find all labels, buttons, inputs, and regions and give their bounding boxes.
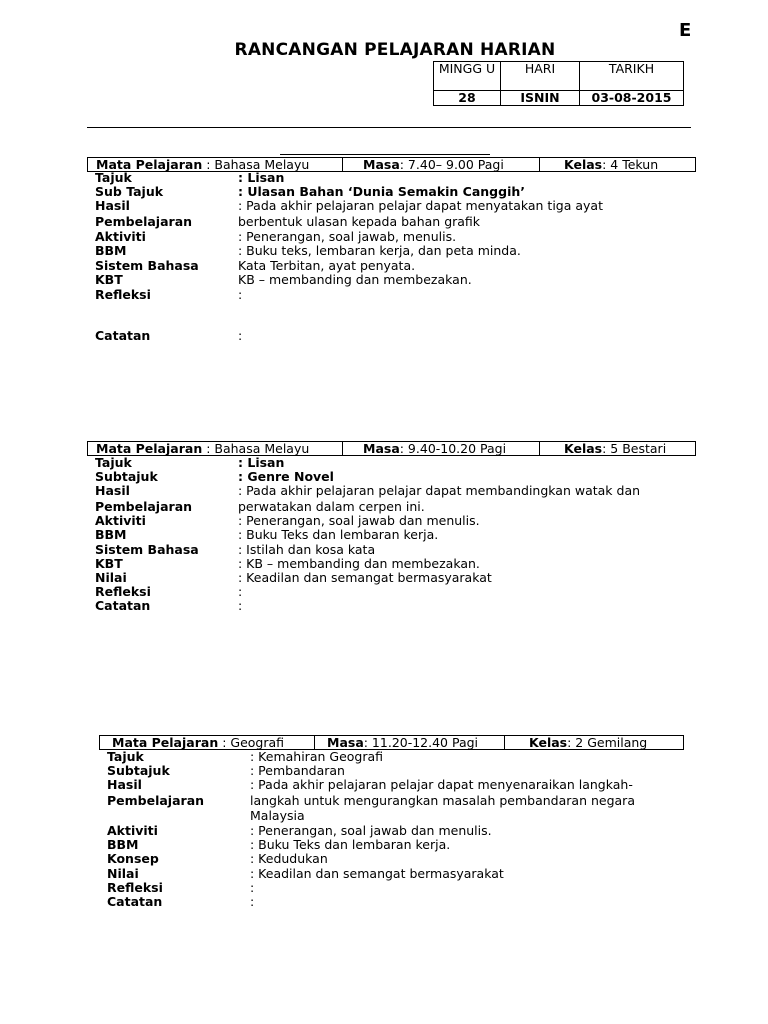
day-value: ISNIN (501, 91, 580, 106)
catatan-value: : (250, 894, 255, 909)
class-value: : 5 Bestari (602, 442, 667, 455)
divider-line (87, 127, 691, 128)
refleksi-value: : (238, 584, 243, 599)
time-label: Masa (327, 736, 364, 749)
page-title: RANCANGAN PELAJARAN HARIAN (234, 40, 556, 60)
tajuk-value: : Lisan (238, 455, 285, 470)
label-refleksi: Refleksi (95, 287, 151, 302)
label-refleksi: Refleksi (95, 584, 151, 599)
date-header: TARIKH (580, 62, 684, 91)
class-value: : 2 Gemilang (567, 736, 648, 749)
lesson-2-class-cell (540, 442, 695, 455)
label-aktiviti: Aktiviti (95, 513, 146, 528)
subject-label: Mata Pelajaran (96, 158, 203, 171)
subject-label: Mata Pelajaran (112, 736, 219, 749)
label-hasil: Hasil (107, 777, 142, 792)
label-subtajuk: Subtajuk (95, 469, 158, 484)
label-catatan: Catatan (107, 894, 163, 909)
lesson-2-subject-cell (88, 442, 343, 455)
lesson-3-subject-cell (100, 736, 315, 749)
hasil-line-1: : Pada akhir pelajaran pelajar dapat membandingkan watak dan (238, 483, 641, 498)
label-pembelajaran: Pembelajaran (107, 793, 205, 808)
subtajuk-value: : Ulasan Bahan ‘Dunia Semakin Canggih’ (238, 184, 526, 199)
class-label: Kelas (564, 158, 603, 171)
label-sub-tajuk: Sub Tajuk (95, 184, 164, 199)
hasil-line-2: langkah untuk mengurangkan masalah pembandaran negara (250, 793, 635, 808)
label-aktiviti: Aktiviti (95, 229, 146, 244)
hasil-line-3: Malaysia (250, 808, 305, 823)
label-bbm: BBM (95, 527, 127, 542)
refleksi-value: : (238, 287, 243, 302)
class-value: : 4 Tekun (602, 158, 659, 171)
week-day-date-table (433, 61, 684, 106)
time-value: : 9.40-10.20 Pagi (399, 442, 507, 455)
label-nilai: Nilai (95, 570, 127, 585)
tajuk-value: : Kemahiran Geografi (250, 749, 384, 764)
label-bbm: BBM (107, 837, 139, 852)
aktiviti-value: : Penerangan, soal jawab, menulis. (238, 229, 457, 244)
lesson-2-time-cell (343, 442, 540, 455)
aktiviti-value: : Penerangan, soal jawab dan menulis. (238, 513, 480, 528)
label-refleksi: Refleksi (107, 880, 163, 895)
label-tajuk: Tajuk (95, 170, 132, 185)
label-catatan: Catatan (95, 328, 151, 343)
week-value: 28 (434, 91, 501, 106)
label-sistem-bahasa: Sistem Bahasa (95, 258, 199, 273)
label-pembelajaran: Pembelajaran (95, 214, 193, 229)
lesson-3-class-cell (505, 736, 683, 749)
time-value: : 11.20-12.40 Pagi (363, 736, 479, 749)
refleksi-value: : (250, 880, 255, 895)
bbm-value: : Buku teks, lembaran kerja, dan peta minda. (238, 243, 521, 258)
label-tajuk: Tajuk (95, 455, 132, 470)
label-kbt: KBT (95, 272, 123, 287)
time-label: Masa (363, 158, 400, 171)
subtajuk-value: : Pembandaran (250, 763, 345, 778)
nilai-value: : Keadilan dan semangat bermasyarakat (250, 866, 504, 881)
hasil-line-1: : Pada akhir pelajaran pelajar dapat menyatakan tiga ayat (238, 198, 603, 213)
catatan-value: : (238, 328, 243, 343)
kbt-value: : KB – membanding dan membezakan. (238, 556, 480, 571)
time-label: Masa (363, 442, 400, 455)
label-sistem-bahasa: Sistem Bahasa (95, 542, 199, 557)
catatan-value: : (238, 598, 243, 613)
subject-value: : Bahasa Melayu (206, 442, 310, 455)
lesson-1-class-cell (540, 158, 695, 171)
subject-value: : Bahasa Melayu (206, 158, 310, 171)
tajuk-value: : Lisan (238, 170, 285, 185)
sistem-bahasa-value: Kata Terbitan, ayat penyata. (238, 258, 416, 273)
label-nilai: Nilai (107, 866, 139, 881)
lesson-1-header (87, 157, 696, 172)
subject-value: : Geografi (222, 736, 285, 749)
hasil-line-2: berbentuk ulasan kepada bahan grafik (238, 214, 481, 229)
day-header: HARI (501, 62, 580, 91)
kbt-value: KB – membanding dan membezakan. (238, 272, 472, 287)
bbm-value: : Buku Teks dan lembaran kerja. (250, 837, 451, 852)
bbm-value: : Buku Teks dan lembaran kerja. (238, 527, 439, 542)
label-kbt: KBT (95, 556, 123, 571)
hasil-line-1: : Pada akhir pelajaran pelajar dapat menyenaraikan langkah- (250, 777, 633, 792)
lesson-2-header (87, 441, 696, 456)
lesson-3-time-cell (315, 736, 505, 749)
lesson-1-time-cell (343, 158, 540, 171)
short-divider-line (280, 154, 490, 155)
subtajuk-value: : Genre Novel (238, 469, 334, 484)
corner-letter: E (679, 20, 692, 41)
label-tajuk: Tajuk (107, 749, 144, 764)
label-catatan: Catatan (95, 598, 151, 613)
class-label: Kelas (529, 736, 568, 749)
konsep-value: : Kedudukan (250, 851, 328, 866)
label-hasil: Hasil (95, 198, 130, 213)
class-label: Kelas (564, 442, 603, 455)
aktiviti-value: : Penerangan, soal jawab dan menulis. (250, 823, 492, 838)
lesson-3-header (99, 735, 684, 750)
nilai-value: : Keadilan dan semangat bermasyarakat (238, 570, 492, 585)
time-value: : 7.40– 9.00 Pagi (399, 158, 504, 171)
label-bbm: BBM (95, 243, 127, 258)
hasil-line-2: perwatakan dalam cerpen ini. (238, 499, 425, 514)
label-konsep: Konsep (107, 851, 159, 866)
subject-label: Mata Pelajaran (96, 442, 203, 455)
sistem-bahasa-value: : Istilah dan kosa kata (238, 542, 376, 557)
date-value: 03-08-2015 (580, 91, 684, 106)
label-aktiviti: Aktiviti (107, 823, 158, 838)
label-subtajuk: Subtajuk (107, 763, 170, 778)
label-pembelajaran: Pembelajaran (95, 499, 193, 514)
label-hasil: Hasil (95, 483, 130, 498)
week-header: MINGG U (434, 62, 501, 91)
